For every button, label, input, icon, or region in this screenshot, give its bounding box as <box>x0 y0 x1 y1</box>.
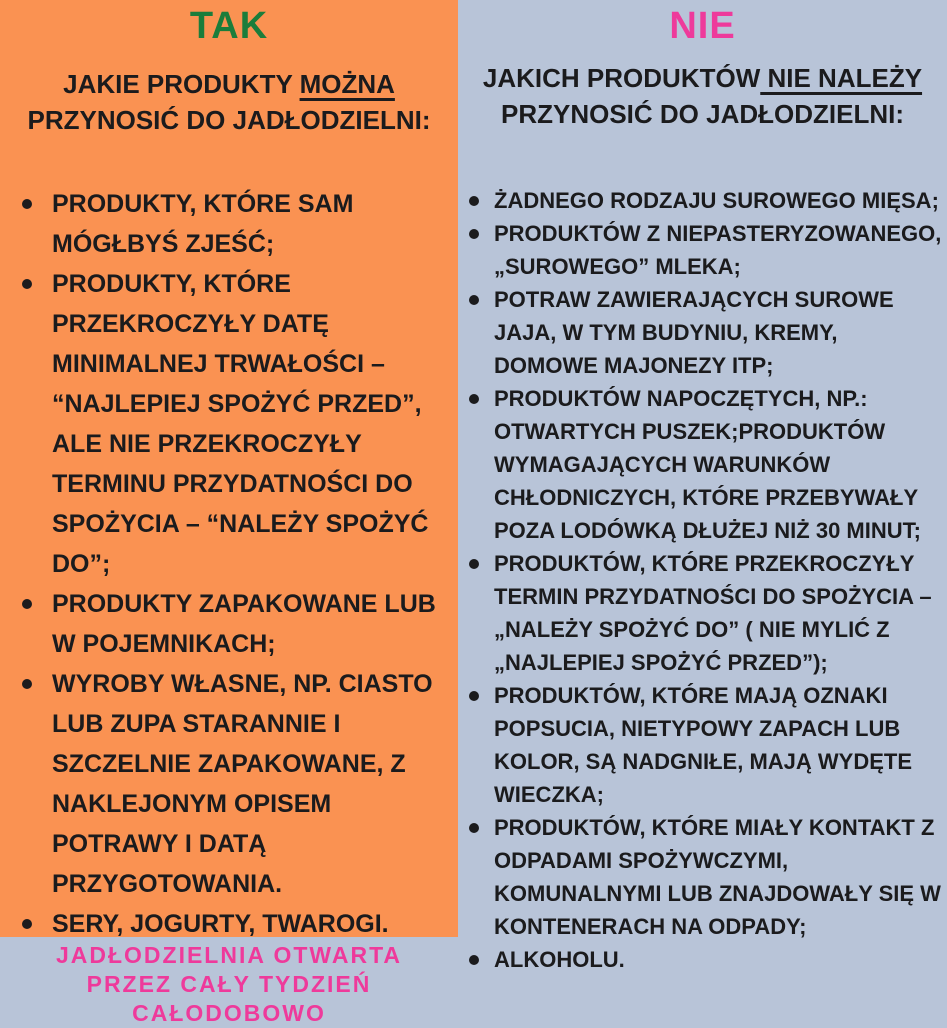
list-item-text: PRODUKTÓW NAPOCZĘTYCH, NP.: OTWARTYCH PUSZEK;PRODUKTÓW WYMAGAJĄCYCH WARUNKÓW CHŁODNICZYCH, KTÓRE PRZEBYWAŁY POZA LODÓWKĄ DŁUŻEJ NIŻ 30 MINUT; <box>494 386 921 543</box>
yes-header-prefix: JAKIE PRODUKTY <box>63 69 300 99</box>
list-item <box>52 264 442 584</box>
no-title: NIE <box>669 5 736 47</box>
no-list <box>458 184 947 976</box>
footer-note: JADŁODZIELNIA OTWARTA PRZEZ CAŁY TYDZIEŃ CAŁODOBOWO <box>55 942 403 1026</box>
list-item <box>52 584 442 664</box>
no-header-line2: PRZYNOSIĆ DO JADŁODZIELNI: <box>500 99 904 129</box>
yes-list <box>0 184 458 944</box>
list-item-text: WYROBY WŁASNE, NP. CIASTO LUB ZUPA STARANNIE I SZCZELNIE ZAPAKOWANE, Z NAKLEJONYM OPISEM POTRAWY I DATĄ PRZYGOTOWANIA. <box>52 670 433 898</box>
yes-header-line2: PRZYNOSIĆ DO JADŁODZIELNI: <box>27 105 431 135</box>
list-item <box>494 283 943 382</box>
bullet-icon <box>469 229 479 239</box>
bullet-icon <box>469 691 479 701</box>
list-item-text: PRODUKTÓW Z NIEPASTERYZOWANEGO, „SUROWEGO” MLEKA; <box>494 221 942 279</box>
list-item-text: PRODUKTY, KTÓRE PRZEKROCZYŁY DATĘ MINIMALNEJ TRWAŁOŚCI – “NAJLEPIEJ SPOŻYĆ PRZED”, ALE NIE PRZEKROCZYŁY TERMINU PRZYDATNOŚCI DO SPOŻYCIA – “NALEŻY SPOŻYĆ DO”; <box>52 270 429 578</box>
list-item-text: PRODUKTY ZAPAKOWANE LUB W POJEMNIKACH; <box>52 590 436 658</box>
list-item-text: PRODUKTÓW, KTÓRE MIAŁY KONTAKT Z ODPADAMI SPOŻYWCZYMI, KOMUNALNYMI LUB ZNAJDOWAŁY SIĘ W KONTENERACH NA ODPADY; <box>494 815 941 939</box>
list-item <box>494 547 943 679</box>
list-item-text: PRODUKTÓW, KTÓRE MAJĄ OZNAKI POPSUCIA, NIETYPOWY ZAPACH LUB KOLOR, SĄ NADGNIŁE, MAJĄ WYDĘTE WIECZKA; <box>494 683 913 807</box>
list-item <box>494 679 943 811</box>
bullet-icon <box>22 919 32 929</box>
list-item <box>52 184 442 264</box>
list-item <box>494 811 943 943</box>
bullet-icon <box>22 279 32 289</box>
bullet-icon <box>22 679 32 689</box>
no-header <box>458 60 947 132</box>
list-item <box>494 943 943 976</box>
bullet-icon <box>469 295 479 305</box>
list-item-text: POTRAW ZAWIERAJĄCYCH SUROWE JAJA, W TYM BUDYNIU, KREMY, DOMOWE MAJONEZY ITP; <box>494 287 894 378</box>
list-item <box>52 664 442 904</box>
bullet-icon <box>469 823 479 833</box>
yes-title: TAK <box>189 5 269 47</box>
list-item-text: ALKOHOLU. <box>494 947 625 972</box>
no-header-prefix: JAKICH PRODUKTÓW <box>482 63 761 93</box>
no-header-underlined: NIE NALEŻY <box>760 63 923 93</box>
list-item-text: PRODUKTY, KTÓRE SAM MÓGŁBYŚ ZJEŚĆ; <box>52 190 354 258</box>
list-item <box>494 382 943 547</box>
yes-header <box>0 66 458 138</box>
list-item <box>494 217 943 283</box>
bullet-icon <box>22 599 32 609</box>
list-item-text: SERY, JOGURTY, TWAROGI. <box>52 910 389 938</box>
yes-panel <box>0 0 458 937</box>
bullet-icon <box>469 196 479 206</box>
no-panel <box>458 0 947 1024</box>
list-item-text: ŻADNEGO RODZAJU SUROWEGO MIĘSA; <box>494 188 939 213</box>
list-item-text: PRODUKTÓW, KTÓRE PRZEKROCZYŁY TERMIN PRZYDATNOŚCI DO SPOŻYCIA – „NALEŻY SPOŻYĆ DO” ( NIE MYLIĆ Z „NAJLEPIEJ SPOŻYĆ PRZED”); <box>494 551 932 675</box>
bullet-icon <box>469 955 479 965</box>
list-item <box>52 904 442 944</box>
list-item <box>494 184 943 217</box>
bullet-icon <box>469 559 479 569</box>
bullet-icon <box>469 394 479 404</box>
bullet-icon <box>22 199 32 209</box>
yes-header-underlined: MOŻNA <box>299 69 395 99</box>
